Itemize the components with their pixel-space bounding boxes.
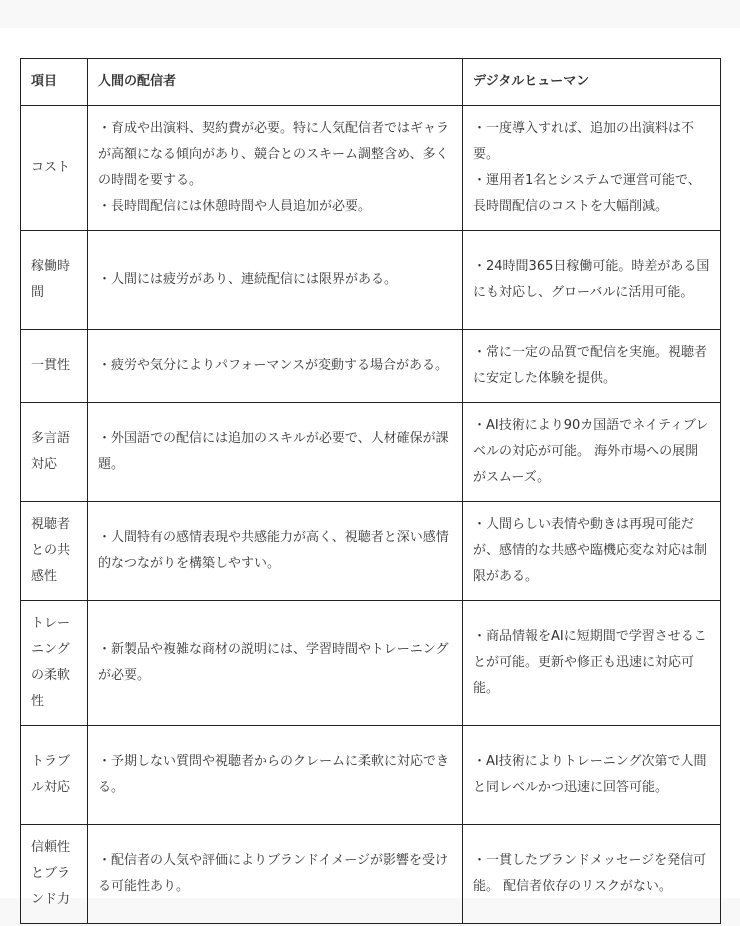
digital-cell xyxy=(463,106,721,231)
table-row xyxy=(21,403,721,502)
table-row xyxy=(21,601,721,726)
table-row xyxy=(21,726,721,825)
cell-line: ・一度導入すれば、追加の出演料は不要。 xyxy=(473,121,695,162)
table-row xyxy=(21,330,721,403)
row-item: 視聴者との共感性 xyxy=(21,502,88,601)
cell-line: ・人間には疲労があり、連続配信には限界がある。 xyxy=(98,272,398,287)
header-human-streamer: 人間の配信者 xyxy=(88,59,463,106)
cell-line: ・常に一定の品質で配信を実施。視聴者に安定した体験を提供。 xyxy=(473,345,708,386)
cell-line: ・長時間配信には休憩時間や人員追加が必要。 xyxy=(98,199,372,214)
cell-line: ・一貫したブランドメッセージを発信可能。 配信者依存のリスクがない。 xyxy=(473,853,707,894)
row-item: トラブル対応 xyxy=(21,726,88,825)
digital-cell xyxy=(463,502,721,601)
human-cell xyxy=(88,601,463,726)
human-cell xyxy=(88,403,463,502)
human-cell xyxy=(88,106,463,231)
row-item: 信頼性とブランド力 xyxy=(21,825,88,924)
digital-cell xyxy=(463,601,721,726)
digital-cell xyxy=(463,403,721,502)
human-cell xyxy=(88,231,463,330)
cell-line: ・運用者1名とシステムで運営可能で、長時間配信のコストを大幅削減。 xyxy=(473,173,701,214)
cell-line: ・育成や出演料、契約費が必要。特に人気配信者ではギャラが高額になる傾向があり、競合とのスキーム調整含め、多くの時間を要する。 xyxy=(98,121,450,188)
digital-cell xyxy=(463,726,721,825)
row-item: 多言語対応 xyxy=(21,403,88,502)
cell-line: ・外国語での配信には追加のスキルが必要で、人材確保が課題。 xyxy=(98,431,449,472)
header-digital-human: デジタルヒューマン xyxy=(463,59,721,106)
row-item: 一貫性 xyxy=(21,330,88,403)
row-item: トレーニングの柔軟性 xyxy=(21,601,88,726)
table-row xyxy=(21,106,721,231)
cell-line: ・AI技術により90カ国語でネイティブレベルの対応が可能。 海外市場への展開がスムーズ。 xyxy=(473,418,709,485)
row-item: コスト xyxy=(21,106,88,231)
table-row xyxy=(21,825,721,924)
human-cell xyxy=(88,726,463,825)
cell-line: ・配信者の人気や評価によりブランドイメージが影響を受ける可能性あり。 xyxy=(98,853,448,894)
human-cell xyxy=(88,330,463,403)
cell-line: ・人間らしい表情や動きは再現可能だが、感情的な共感や臨機応変な対応は制限がある。 xyxy=(473,517,708,584)
table-row xyxy=(21,502,721,601)
table-header-row xyxy=(21,59,721,106)
header-item: 項目 xyxy=(21,59,88,106)
human-cell xyxy=(88,502,463,601)
human-cell xyxy=(88,825,463,924)
document-sheet xyxy=(0,28,740,907)
digital-cell xyxy=(463,231,721,330)
cell-line: ・商品情報をAIに短期間で学習させることが可能。更新や修正も迅速に対応可能。 xyxy=(473,629,707,696)
cell-line: ・24時間365日稼働可能。時差がある国にも対応し、グローバルに活用可能。 xyxy=(473,259,710,300)
cell-line: ・予期しない質問や視聴者からのクレームに柔軟に対応できる。 xyxy=(98,754,450,795)
cell-line: ・疲労や気分によりパフォーマンスが変動する場合がある。 xyxy=(98,358,448,373)
table-row xyxy=(21,231,721,330)
cell-line: ・新製品や複雑な商材の説明には、学習時間やトレーニングが必要。 xyxy=(98,642,449,683)
cell-line: ・人間特有の感情表現や共感能力が高く、視聴者と深い感情的なつながりを構築しやすい。 xyxy=(98,530,449,571)
cell-line: ・AI技術によりトレーニング次第で人間と同レベルかつ迅速に回答可能。 xyxy=(473,754,707,795)
digital-cell xyxy=(463,330,721,403)
row-item: 稼働時間 xyxy=(21,231,88,330)
comparison-table xyxy=(20,58,721,924)
digital-cell xyxy=(463,825,721,924)
